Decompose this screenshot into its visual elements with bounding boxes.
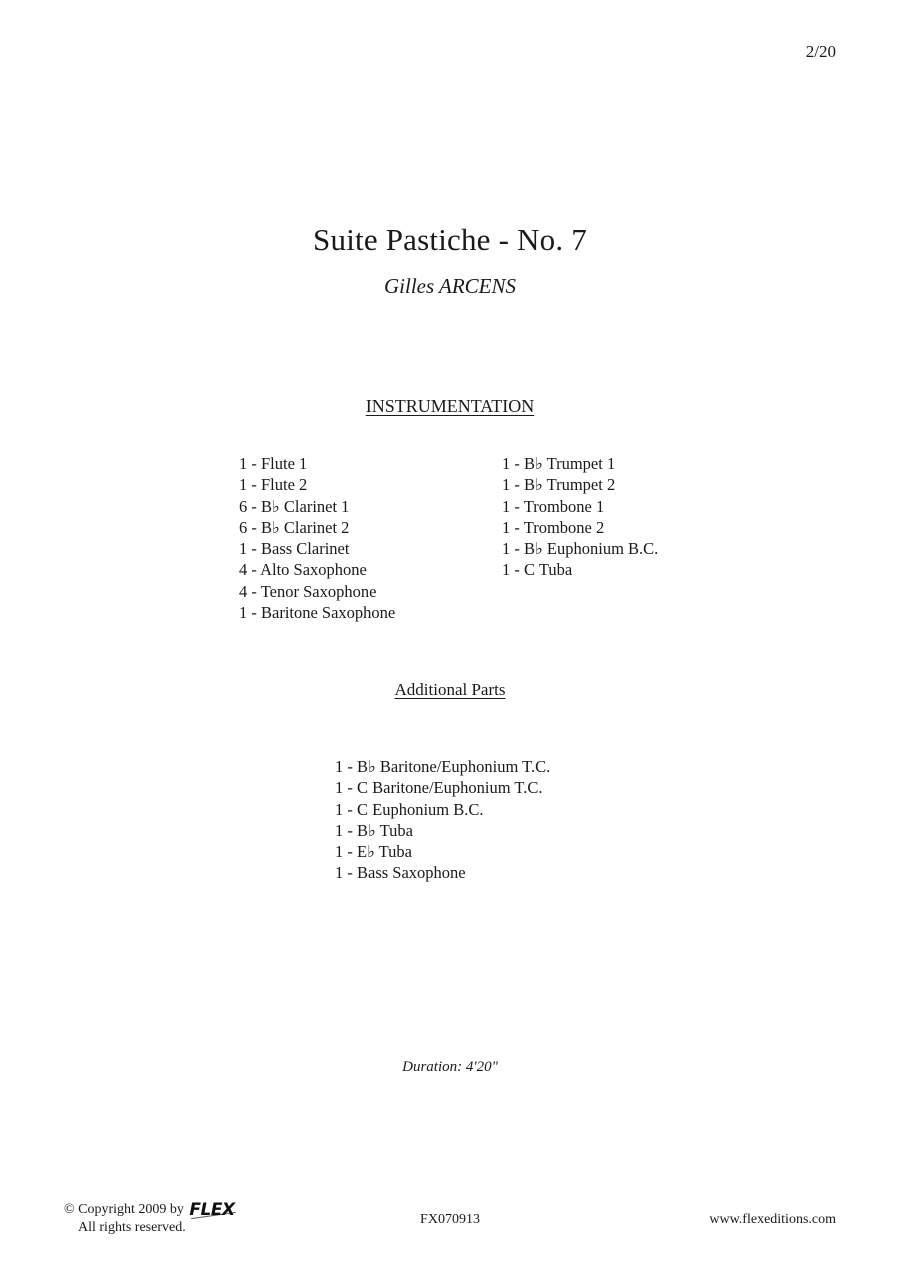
flex-logo: FLEX — [189, 1200, 235, 1220]
instrument-item: 4 - Tenor Saxophone — [239, 581, 377, 601]
instrumentation-right-column — [502, 453, 658, 581]
instrument-item: 1 - Bass Clarinet — [239, 539, 350, 559]
catalog-code: FX070913 — [420, 1212, 480, 1227]
instrument-item: 6 - B♭ Clarinet 2 — [239, 517, 350, 537]
score-title: Suite Pastiche - No. 7 — [313, 222, 587, 257]
additional-part-item: 1 - E♭ Tuba — [335, 842, 413, 862]
instrument-item: 1 - Flute 2 — [239, 475, 308, 495]
additional-part-item: 1 - Bass Saxophone — [335, 863, 466, 883]
composer-name: Gilles ARCENS — [383, 274, 517, 298]
instrument-item: 6 - B♭ Clarinet 1 — [239, 496, 350, 516]
page-number: 2/20 — [805, 42, 836, 61]
instrument-item: 1 - Trombone 2 — [502, 517, 605, 537]
additional-part-item: 1 - C Baritone/Euphonium T.C. — [335, 778, 543, 798]
additional-parts-heading-text: Additional Parts — [394, 680, 506, 699]
instrument-item: 4 - Alto Saxophone — [239, 560, 367, 580]
instrumentation-heading — [0, 396, 900, 417]
publisher-website: www.flexeditions.com — [709, 1212, 836, 1227]
instrument-item: 1 - B♭ Euphonium B.C. — [502, 539, 659, 559]
instrumentation-heading-text: INSTRUMENTATION — [365, 396, 535, 416]
instrumentation-left-column — [239, 453, 395, 623]
instrument-item: 1 - B♭ Trumpet 2 — [502, 475, 616, 495]
instrument-item: 1 - C Tuba — [502, 560, 573, 580]
additional-parts-list — [335, 756, 550, 884]
rights-reserved-text: All rights reserved. — [78, 1220, 186, 1235]
additional-part-item: 1 - C Euphonium B.C. — [335, 799, 484, 819]
additional-part-item: 1 - B♭ Baritone/Euphonium T.C. — [335, 757, 551, 776]
duration: Duration: 4'20" — [402, 1059, 498, 1075]
copyright-text: © Copyright 2009 by — [64, 1202, 184, 1217]
additional-parts-heading — [0, 680, 900, 700]
instrument-item: 1 - Baritone Saxophone — [239, 603, 396, 623]
instrument-item: 1 - Trombone 1 — [502, 496, 605, 516]
additional-part-item: 1 - B♭ Tuba — [335, 820, 413, 840]
instrument-item: 1 - Flute 1 — [239, 454, 308, 473]
instrument-item: 1 - B♭ Trumpet 1 — [502, 454, 616, 473]
